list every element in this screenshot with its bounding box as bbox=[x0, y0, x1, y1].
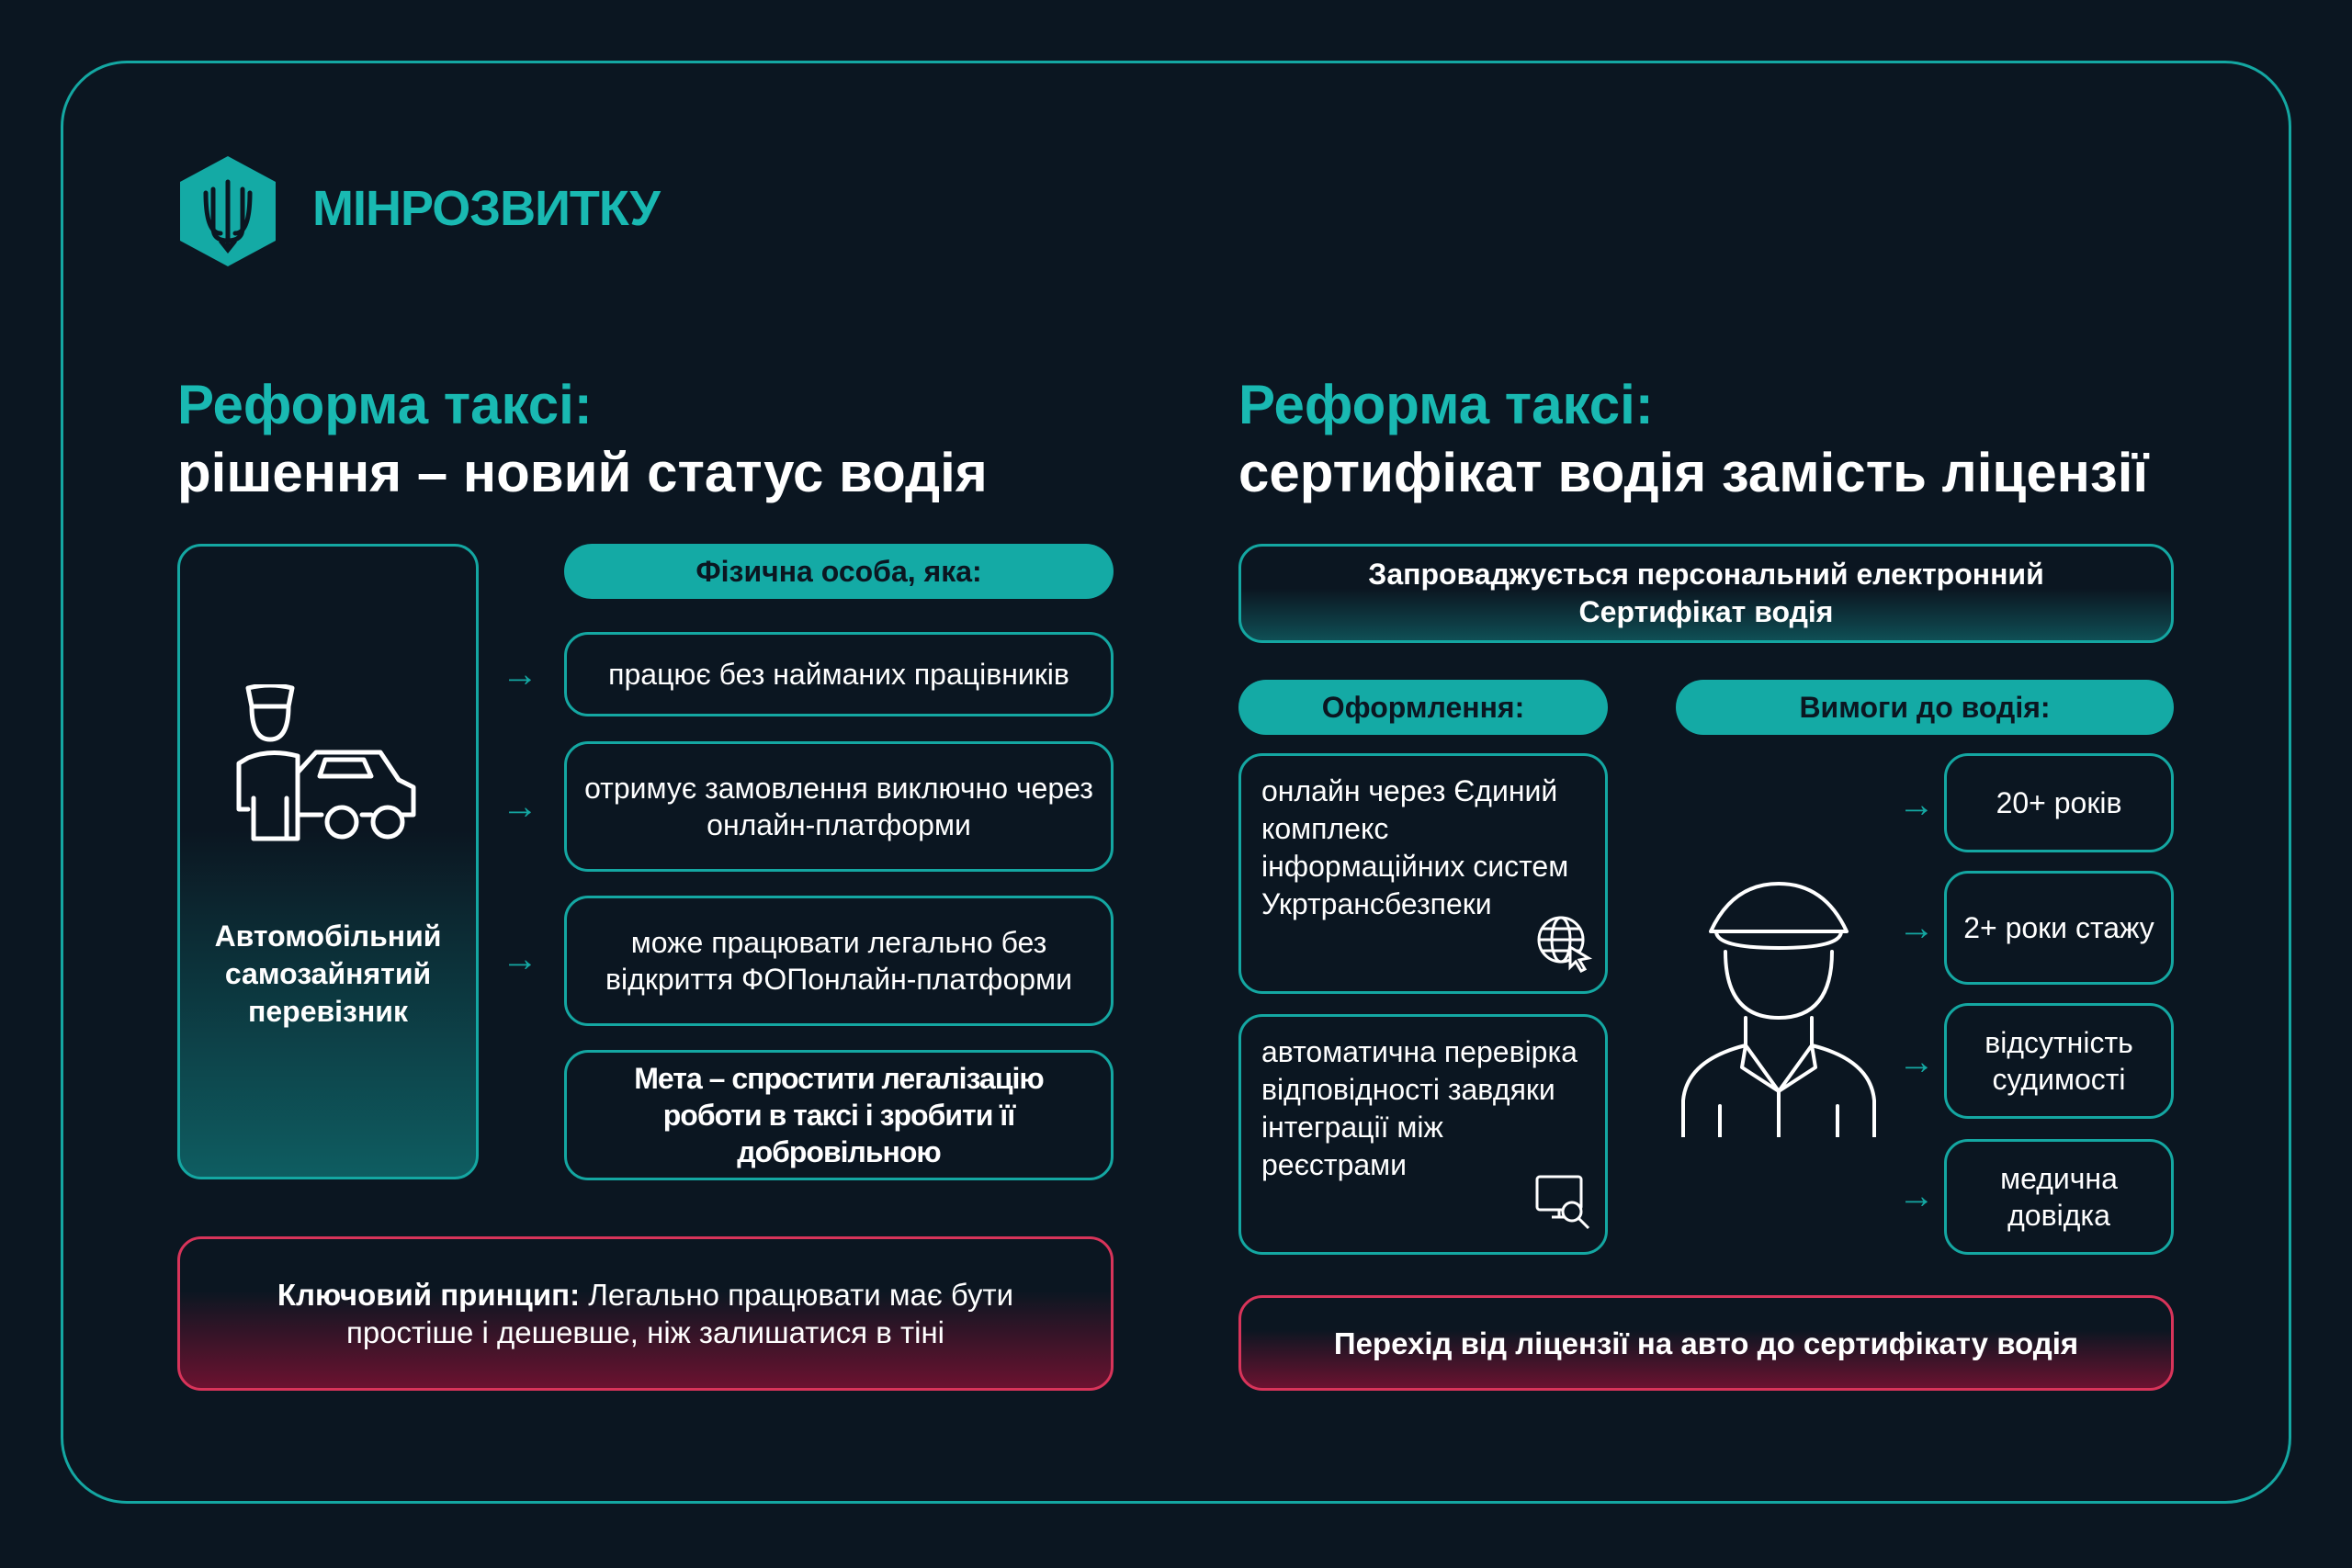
arrow-icon: → bbox=[502, 786, 538, 827]
driver-with-car-icon bbox=[233, 684, 426, 877]
right-title-accent: Реформа таксі: bbox=[1238, 374, 1654, 435]
registration-check-text: автоматична перевірка відповідності завдяки інтеграції між реєстрами bbox=[1261, 1035, 1577, 1181]
driver-card-label: Автомобільний самозайнятий перевізник bbox=[214, 919, 442, 1028]
left-title-accent: Реформа таксі: bbox=[177, 374, 593, 435]
list-item: може працювати легально без відкриття ФОПонлайн-платформи bbox=[564, 896, 1114, 1026]
certificate-line-2: Сертифікат водія bbox=[1578, 595, 1834, 628]
registration-pill: Оформлення: bbox=[1238, 680, 1608, 735]
left-title-main: рішення – новий статус водія bbox=[177, 442, 988, 503]
list-item: отримує замовлення виключно через онлайн-платформи bbox=[564, 741, 1114, 872]
certificate-box bbox=[1238, 544, 2174, 643]
list-item: працює без найманих працівників bbox=[564, 632, 1114, 716]
requirements-pill: Вимоги до водія: bbox=[1676, 680, 2174, 735]
certificate-line-1: Запроваджується персональний електронний bbox=[1368, 558, 2044, 591]
registration-online-text: онлайн через Єдиний комплекс інформаційних систем Укртрансбезпеки bbox=[1261, 774, 1569, 920]
requirement-experience: 2+ роки стажу bbox=[1944, 871, 2174, 985]
principle-label: Ключовий принцип: bbox=[277, 1278, 581, 1312]
driver-cap-icon bbox=[1678, 880, 1880, 1137]
requirement-medical: медична довідка bbox=[1944, 1139, 2174, 1255]
logo bbox=[176, 154, 660, 268]
logo-text: МІНРОЗВИТКУ bbox=[312, 181, 660, 236]
key-principle-box bbox=[177, 1236, 1114, 1391]
arrow-icon: → bbox=[1898, 1042, 1935, 1082]
trident-shield-icon bbox=[176, 154, 279, 268]
registration-online-box bbox=[1238, 753, 1608, 994]
arrow-icon: → bbox=[1898, 908, 1935, 948]
principle-text: Легально працювати має бути простіше і дешевше, ніж залишатися в тіні bbox=[345, 1278, 1014, 1349]
arrow-icon: → bbox=[1898, 1176, 1935, 1216]
arrow-icon: → bbox=[1898, 784, 1935, 825]
globe-cursor-icon bbox=[1535, 914, 1594, 973]
requirement-age: 20+ років bbox=[1944, 753, 2174, 852]
individual-pill: Фізична особа, яка: bbox=[564, 544, 1114, 599]
monitor-search-icon bbox=[1533, 1171, 1594, 1232]
goal-box: Мета – спростити легалізацію роботи в таксі і зробити її добровільною bbox=[564, 1050, 1114, 1180]
arrow-icon: → bbox=[502, 654, 538, 694]
right-title-main: сертифікат водія замість ліцензії bbox=[1238, 442, 2149, 503]
registration-check-box bbox=[1238, 1014, 1608, 1255]
requirement-no-record: відсутність судимості bbox=[1944, 1003, 2174, 1119]
driver-card bbox=[177, 544, 479, 1179]
transition-box: Перехід від ліцензії на авто до сертифікату водія bbox=[1238, 1295, 2174, 1391]
arrow-icon: → bbox=[502, 939, 538, 979]
